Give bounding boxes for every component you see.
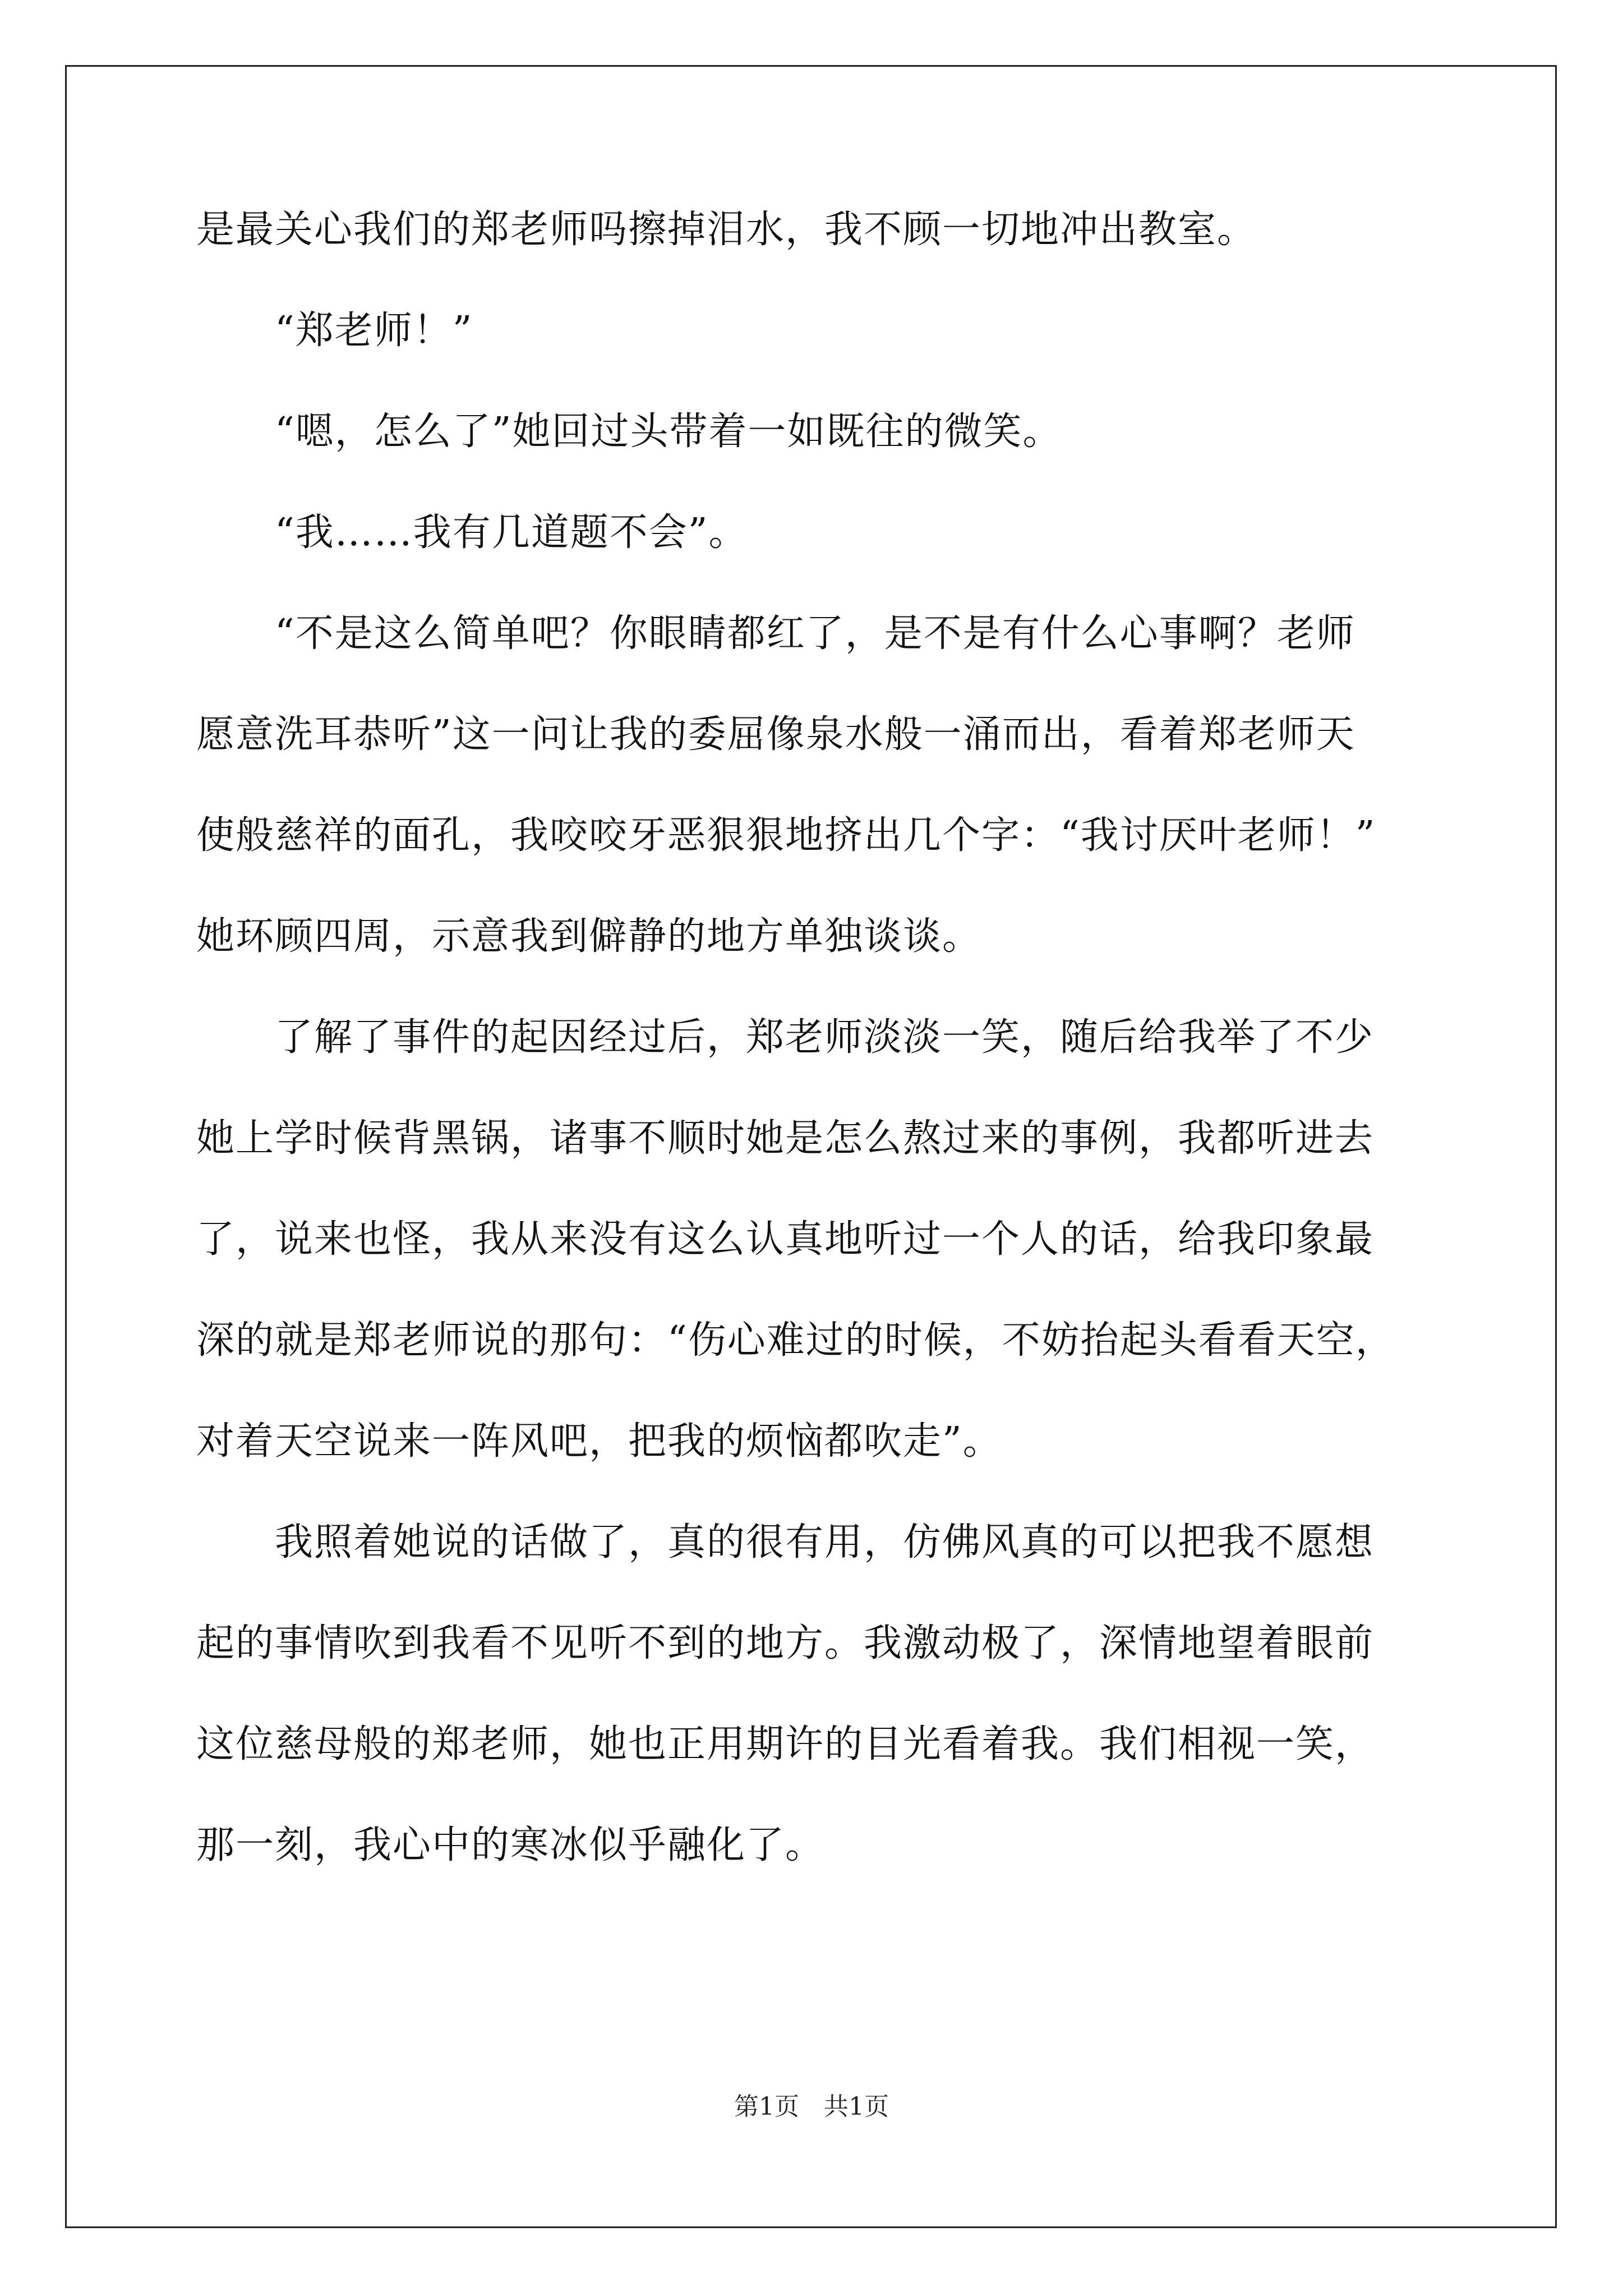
text-line: 那一刻，我心中的寒冰似乎融化了。 bbox=[196, 1823, 825, 1867]
text-line: 是最关心我们的郑老师吗擦掉泪水，我不顾一切地冲出教室。 bbox=[196, 208, 1257, 252]
text-line: 了解了事件的起因经过后，郑老师淡淡一笑，随后给我举了不少 bbox=[196, 1015, 1375, 1060]
text-line: 我照着她说的话做了，真的很有用，仿佛风真的可以把我不愿想 bbox=[196, 1520, 1375, 1565]
text-line: 深的就是郑老师说的那句：“伤心难过的时候，不妨抬起头看看天空， bbox=[196, 1318, 1395, 1363]
text-line: “嗯，怎么了”她回过头带着一如既往的微笑。 bbox=[196, 409, 1062, 454]
text-line: 了，说来也怪，我从来没有这么认真地听过一个人的话，给我印象最 bbox=[196, 1217, 1375, 1262]
text-line: 对着天空说来一阵风吧，把我的烦恼都吹走”。 bbox=[196, 1419, 1002, 1464]
text-line: 她上学时候背黑锅，诸事不顺时她是怎么熬过来的事例，我都听进去 bbox=[196, 1116, 1375, 1161]
text-line: 这位慈母般的郑老师，她也正用期许的目光看着我。我们相视一笑， bbox=[196, 1722, 1375, 1766]
text-line: “郑老师！” bbox=[196, 309, 473, 353]
text-line: “我……我有几道题不会”。 bbox=[196, 510, 748, 555]
text-line: 起的事情吹到我看不见听不到的地方。我激动极了，深情地望着眼前 bbox=[196, 1621, 1375, 1665]
page-footer: 第1页 共1页 bbox=[734, 2092, 889, 2121]
text-line: 使般慈祥的面孔，我咬咬牙恶狠狠地挤出几个字：“我讨厌叶老师！” bbox=[196, 813, 1376, 858]
text-line: “不是这么简单吧？你眼睛都红了，是不是有什么心事啊？老师 bbox=[196, 611, 1355, 656]
text-line: 她环顾四周，示意我到僻静的地方单独谈谈。 bbox=[196, 914, 982, 959]
text-line: 愿意洗耳恭听”这一问让我的委屈像泉水般一涌而出，看着郑老师天 bbox=[196, 712, 1355, 757]
